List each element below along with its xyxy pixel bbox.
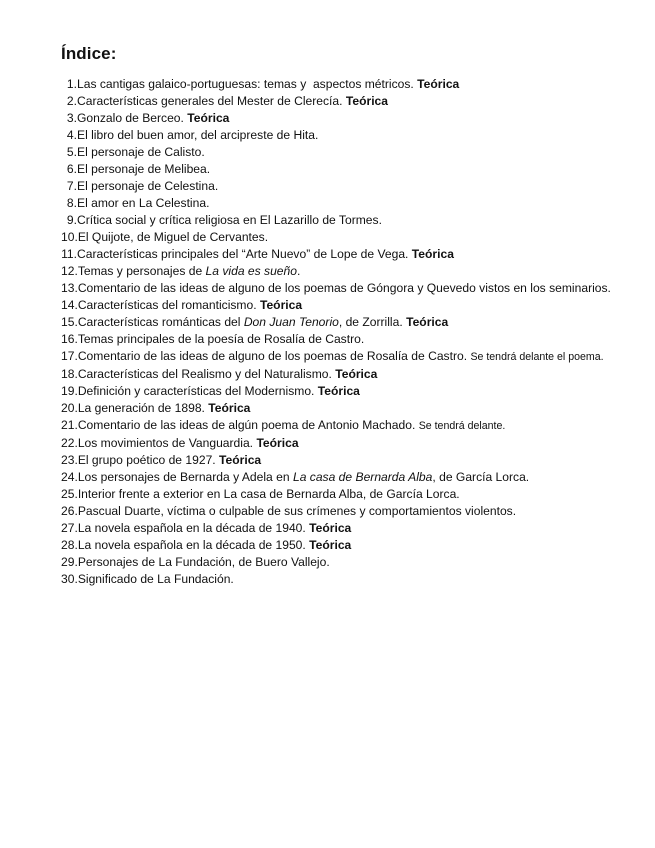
list-item-teorica-tag: Teórica [219,453,262,467]
list-item [61,127,615,144]
list-item-entry [78,331,615,348]
list-item [61,144,615,161]
list-item-entry [77,246,615,263]
list-item-text: Temas y personajes de [77,264,206,278]
list-item-text: Interior frente a exterior en La casa de Bernarda Alba, de García Lorca. [77,487,460,501]
list-item [61,331,615,348]
list-item-text: Características románticas del [77,315,244,329]
list-item-entry [78,383,615,400]
list-item-text: Pascual Duarte, víctima o culpable de sus crímenes y comportamientos violentos. [77,504,517,518]
list-item-number: 11. [61,247,77,261]
list-item [61,503,615,520]
list-item-entry [78,417,615,435]
list-item-number: 30. [61,572,78,586]
list-item [61,571,615,588]
list-item-teorica-tag: Teórica [309,538,352,552]
list-item [61,229,615,246]
list-item-text: Crítica social y crítica religiosa en El Lazarillo de Tormes. [77,213,382,227]
list-item-text-continued: . [297,264,301,278]
list-item-entry [78,280,615,297]
list-item-number: 18. [61,367,78,381]
list-item-number: 7. [66,179,77,193]
list-item-number: 14. [61,298,78,312]
list-item [61,417,615,435]
list-item-teorica-tag: Teórica [345,94,389,108]
list-item [61,263,615,280]
list-item-text: La novela española en la década de 1950. [77,538,306,552]
list-item [61,212,615,229]
list-item-entry [77,110,615,127]
list-item-number: 25. [61,487,78,501]
list-item [61,366,615,383]
list-item-text: Significado de La Fundación. [77,572,234,586]
list-item-teorica-tag: Teórica [309,521,352,535]
list-item-number: 9. [66,213,77,227]
list-item-entry [78,486,615,503]
list-item-text: Características del Realismo y del Naturalismo. [77,367,332,381]
list-item-note: Se tendrá delante el poema. [470,351,604,363]
list-item-teorica-tag: Teórica [317,384,360,398]
list-item-entry [78,229,615,246]
list-item-text-continued: , de Zorrilla. [338,315,403,329]
list-item [61,76,615,93]
list-item [61,110,615,127]
list-item [61,246,615,263]
list-item-teorica-tag: Teórica [417,77,460,91]
list-item-text: El personaje de Calisto. [77,145,205,159]
list-item-text: El personaje de Melibea. [77,162,211,176]
list-item [61,161,615,178]
list-item-entry [78,520,615,537]
list-item-number: 12. [61,264,78,278]
list-item-entry [78,503,615,520]
list-item [61,520,615,537]
list-item-entry [78,314,615,331]
list-item-number: 21. [61,418,78,432]
list-item-text: Definición y características del Modernismo. [77,384,315,398]
list-item-entry [77,144,615,161]
list-item-entry [77,178,615,195]
list-item-text: El personaje de Celestina. [77,179,219,193]
list-item-italic-title: La vida es sueño [205,264,297,278]
list-item [61,280,615,297]
list-item-text: Las cantigas galaico-portuguesas: temas y aspectos métricos. [77,77,414,91]
list-item-text: Los personajes de Bernarda y Adela en [77,470,293,484]
list-item-teorica-tag: Teórica [406,315,449,329]
list-item [61,195,615,212]
list-item [61,554,615,571]
list-item [61,314,615,331]
list-item-number: 1. [66,77,77,91]
list-item-teorica-tag: Teórica [259,298,303,312]
page-title: Índice: [61,44,117,63]
list-item-entry [78,571,615,588]
list-item-entry [78,263,615,280]
list-item [61,383,615,400]
list-item-number: 26. [61,504,78,518]
list-item-number: 15. [61,315,78,329]
list-item-number: 8. [66,196,77,210]
list-item-number: 6. [66,162,77,176]
index-list [61,76,615,588]
list-item-text: El Quijote, de Miguel de Cervantes. [77,230,269,244]
list-item-entry [77,93,615,110]
list-item-teorica-tag: Teórica [208,401,251,415]
list-item-text: Gonzalo de Berceo. [77,111,184,125]
list-item-entry [78,537,615,554]
list-item-number: 4. [66,128,77,142]
list-item [61,93,615,110]
list-item-entry [78,366,615,383]
list-item-number: 17. [61,349,78,363]
list-item-entry [78,297,615,314]
list-item-entry [78,400,615,417]
list-item-teorica-tag: Teórica [335,367,378,381]
list-item-text: El grupo poético de 1927. [77,453,216,467]
list-item-italic-title: Don Juan Tenorio [243,315,339,329]
list-item-number: 27. [61,521,78,535]
list-item-teorica-tag: Teórica [187,111,230,125]
list-item-entry [78,469,615,486]
list-item [61,452,615,469]
list-item-text: Comentario de las ideas de alguno de los poemas de Góngora y Quevedo vistos en los seminarios. [77,281,611,295]
list-item-text: Características principales del “Arte Nuevo” de Lope de Vega. [77,247,409,261]
list-item-entry [78,435,615,452]
list-item-text: Los movimientos de Vanguardia. [77,436,254,450]
list-item-number: 19. [61,384,78,398]
list-item-teorica-tag: Teórica [411,247,454,261]
list-item-text: Características generales del Mester de Clerecía. [77,94,343,108]
list-item-note: Se tendrá delante. [418,420,506,432]
list-item-entry [78,348,615,366]
list-item-text: El amor en La Celestina. [77,196,210,210]
list-item-text: Temas principales de la poesía de Rosalía de Castro. [77,332,365,346]
list-item [61,537,615,554]
list-item-number: 29. [61,555,78,569]
list-item-entry [77,161,615,178]
list-item [61,178,615,195]
list-item-entry [78,452,615,469]
list-item [61,348,615,366]
list-item-number: 28. [61,538,78,552]
list-item [61,486,615,503]
list-item-number: 3. [66,111,77,125]
list-item-number: 2. [66,94,77,108]
list-item-number: 22. [61,436,78,450]
list-item [61,400,615,417]
list-item-number: 13. [61,281,78,295]
list-item-entry [77,195,615,212]
list-item-number: 23. [61,453,78,467]
list-item-entry [77,76,615,93]
list-item-text: Características del romanticismo. [77,298,257,312]
list-item [61,435,615,452]
list-item [61,469,615,486]
list-item-number: 10. [61,230,78,244]
list-item-entry [77,127,615,144]
list-item-number: 24. [61,470,78,484]
list-item-text: Personajes de La Fundación, de Buero Vallejo. [77,555,330,569]
list-item-text: Comentario de las ideas de alguno de los poemas de Rosalía de Castro. [77,349,468,363]
list-item-number: 20. [61,401,78,415]
list-item-entry [77,212,615,229]
list-item-number: 16. [61,332,78,346]
list-item-italic-title: La casa de Bernarda Alba [292,470,433,484]
list-item [61,297,615,314]
list-item-text: La generación de 1898. [77,401,205,415]
list-item-text: Comentario de las ideas de algún poema de Antonio Machado. [77,418,416,432]
list-item-number: 5. [66,145,77,159]
list-item-teorica-tag: Teórica [256,436,299,450]
list-item-text: El libro del buen amor, del arcipreste de Hita. [77,128,319,142]
list-item-text: La novela española en la década de 1940. [77,521,306,535]
list-item-text-continued: , de García Lorca. [432,470,530,484]
list-item-entry [78,554,615,571]
